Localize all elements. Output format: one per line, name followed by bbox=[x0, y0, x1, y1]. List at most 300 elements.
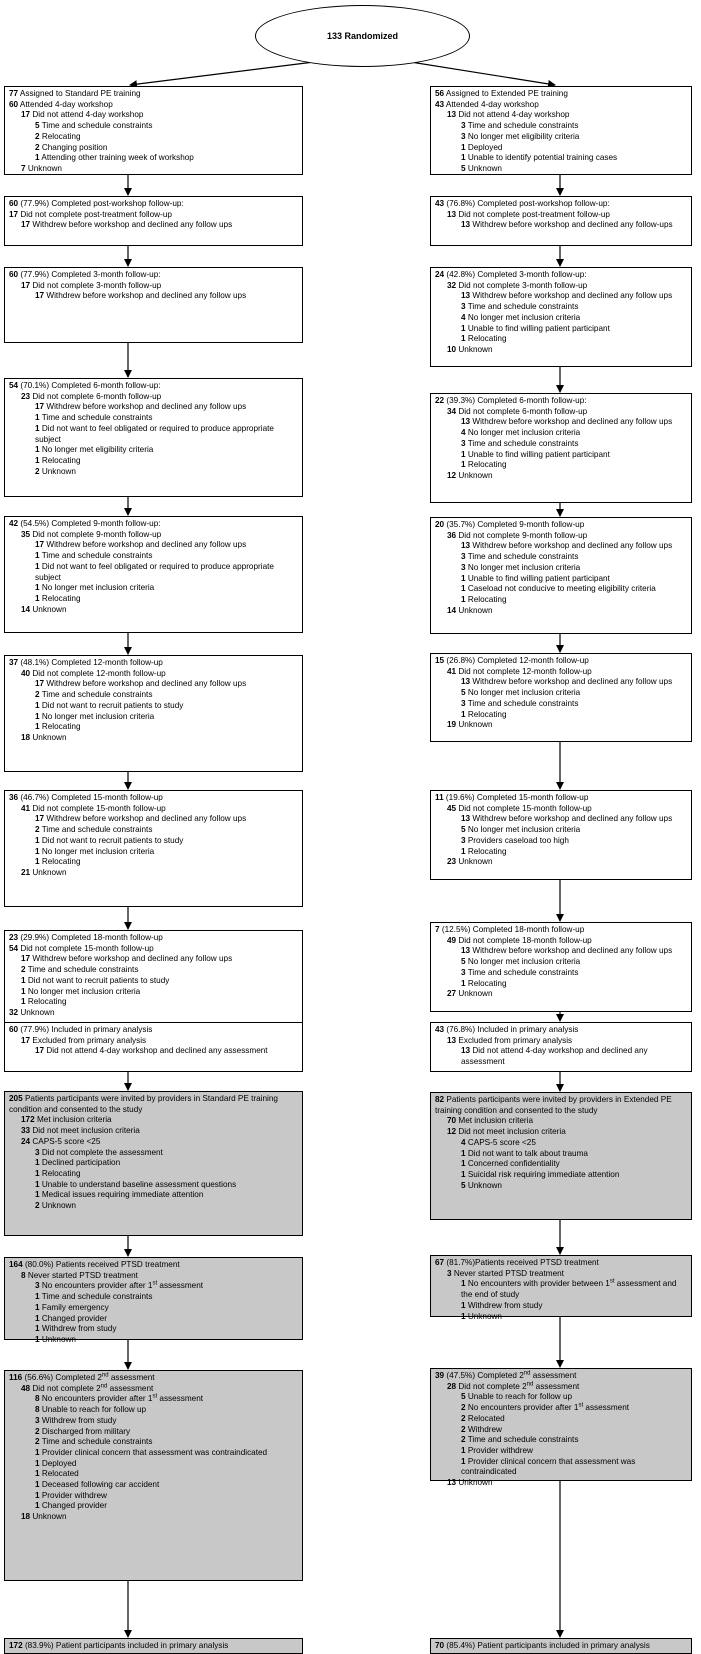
count: 1 bbox=[461, 1159, 466, 1169]
box-line: 12 Did not meet inclusion criteria bbox=[447, 1127, 566, 1137]
box-line: 1 Unable to find willing patient participant bbox=[461, 323, 610, 333]
box-line: 1 Caseload not conducive to meeting eligibility criteria bbox=[461, 584, 656, 594]
box-line: 32 Did not complete 3-month follow-up bbox=[447, 280, 588, 290]
box-line: 1 Unable to find willing patient participant bbox=[461, 573, 610, 583]
standard-box-3 bbox=[4, 267, 303, 343]
extended-box-4 bbox=[430, 393, 692, 503]
box-line: 3 Time and schedule constraints bbox=[461, 698, 579, 708]
box-line: 1 Relocating bbox=[35, 1168, 81, 1178]
count: 13 bbox=[461, 417, 471, 427]
count: 5 bbox=[461, 957, 466, 967]
box-line: 19 Unknown bbox=[447, 720, 493, 730]
count: 23 bbox=[447, 857, 457, 867]
count: 70 bbox=[447, 1116, 457, 1126]
count: 1 bbox=[35, 1501, 40, 1511]
box-line: 24 CAPS-5 score <25 bbox=[21, 1136, 101, 1146]
box-line: 2 Relocating bbox=[35, 131, 81, 141]
count: 8 bbox=[35, 1394, 40, 1404]
box-line: 1 Deployed bbox=[461, 142, 503, 152]
box-line: 3 Did not complete the assessment bbox=[35, 1147, 163, 1157]
box-line: 23 Did not complete 6-month follow-up bbox=[21, 391, 162, 401]
count: 2 bbox=[35, 1437, 40, 1447]
box-line: 1 No longer met inclusion criteria bbox=[35, 846, 155, 856]
count: 7 bbox=[435, 925, 440, 934]
box-line: 70 (85.4%) Patient participants included in primary analysis bbox=[435, 1641, 650, 1650]
box-line: 2 No encounters provider after 1st assessment bbox=[461, 1402, 630, 1413]
box-line: 1 Deceased following car accident bbox=[35, 1480, 160, 1490]
box-line: 18 Unknown bbox=[21, 732, 67, 742]
box-line: 1 No longer met inclusion criteria bbox=[35, 583, 155, 593]
count: 15 bbox=[435, 656, 445, 665]
box-line: 37 (48.1%) Completed 12-month follow-up bbox=[9, 658, 163, 667]
box-line: 1 Relocating bbox=[35, 593, 81, 603]
box-line: 1 Provider clinical concern that assessment was contraindicated bbox=[35, 1447, 268, 1457]
extended-box-1 bbox=[430, 86, 692, 175]
standard-box-7 bbox=[4, 790, 303, 907]
box-line: 60 Attended 4-day workshop bbox=[9, 99, 113, 109]
box-line: 15 (26.8%) Completed 12-month follow-up bbox=[435, 656, 589, 665]
count: 45 bbox=[447, 803, 457, 813]
count: 5 bbox=[461, 163, 466, 173]
box-line: 42 (54.5%) Completed 9-month follow-up: bbox=[9, 519, 161, 528]
count: 36 bbox=[9, 793, 19, 802]
count: 60 bbox=[9, 1025, 19, 1034]
count: 2 bbox=[461, 1435, 466, 1445]
count: 41 bbox=[447, 666, 457, 676]
count: 60 bbox=[9, 199, 19, 208]
count: 13 bbox=[461, 814, 471, 824]
box-line: 13 Withdrew before workshop and declined any follow-ups bbox=[461, 220, 673, 230]
box-line: 1 No longer met eligibility criteria bbox=[35, 445, 154, 455]
box-line: 13 Did not attend 4-day workshop and declined any assessment bbox=[461, 1046, 648, 1067]
count: 13 bbox=[447, 110, 457, 120]
count: 1 bbox=[35, 1458, 40, 1468]
count: 22 bbox=[435, 396, 445, 405]
count: 23 bbox=[21, 391, 31, 401]
count: 1 bbox=[35, 846, 40, 856]
count: 17 bbox=[35, 1046, 45, 1056]
count: 1 bbox=[21, 975, 26, 985]
count: 1 bbox=[35, 445, 40, 455]
count: 17 bbox=[35, 814, 45, 824]
box-line: 172 (83.9%) Patient participants included in primary analysis bbox=[9, 1641, 229, 1650]
count: 48 bbox=[21, 1383, 31, 1393]
count: 1 bbox=[461, 573, 466, 583]
box-line: 3 Time and schedule constraints bbox=[461, 121, 579, 131]
box-line: 13 Withdrew before workshop and declined any follow ups bbox=[461, 541, 673, 551]
box-line: 1 Relocating bbox=[461, 978, 507, 988]
count: 1 bbox=[35, 722, 40, 732]
count: 3 bbox=[35, 1415, 40, 1425]
count: 17 bbox=[35, 291, 45, 301]
box-line: 1 Attending other training week of workshop bbox=[35, 153, 194, 163]
count: 2 bbox=[35, 131, 40, 141]
count: 1 bbox=[35, 423, 40, 433]
count: 2 bbox=[35, 466, 40, 476]
box-line: 43 (76.8%) Completed post-workshop follow-up: bbox=[435, 199, 610, 208]
box-line: 13 Withdrew before workshop and declined any follow ups bbox=[461, 814, 673, 824]
count: 32 bbox=[447, 280, 457, 290]
box-line: 2 Changing position bbox=[35, 142, 108, 152]
count: 1 bbox=[35, 1190, 40, 1200]
count: 172 bbox=[21, 1115, 35, 1125]
count: 1 bbox=[461, 584, 466, 594]
box-line: 2 Time and schedule constraints bbox=[35, 825, 153, 835]
count: 2 bbox=[461, 1413, 466, 1423]
count: 1 bbox=[461, 460, 466, 470]
box-line: 4 No longer met inclusion criteria bbox=[461, 428, 581, 438]
count: 1 bbox=[461, 846, 466, 856]
count: 18 bbox=[21, 732, 31, 742]
count: 2 bbox=[35, 142, 40, 152]
count: 3 bbox=[461, 698, 466, 708]
box-line: 1 Unable to find willing patient participant bbox=[461, 449, 610, 459]
count: 1 bbox=[35, 583, 40, 593]
box-line: 82 Patients participants were invited by providers in Extended PE training condition and consented to the study bbox=[435, 1095, 672, 1115]
count: 1 bbox=[461, 153, 466, 163]
extended-box-10 bbox=[430, 1092, 692, 1220]
count: 36 bbox=[447, 530, 457, 540]
box-line: 77 Assigned to Standard PE training bbox=[9, 89, 141, 98]
box-line: 48 Did not complete 2nd assessment bbox=[21, 1382, 154, 1393]
box-line: 1 Relocating bbox=[461, 460, 507, 470]
box-line: 1 Time and schedule constraints bbox=[35, 413, 153, 423]
count: 43 bbox=[435, 99, 445, 109]
box-line: 8 Never started PTSD treatment bbox=[21, 1270, 138, 1280]
count: 3 bbox=[461, 302, 466, 312]
count: 1 bbox=[35, 1490, 40, 1500]
box-line: 49 Did not complete 18-month follow-up bbox=[447, 935, 592, 945]
box-line: 13 Withdrew before workshop and declined any follow ups bbox=[461, 291, 673, 301]
count: 77 bbox=[9, 89, 19, 98]
count: 1 bbox=[461, 1169, 466, 1179]
box-line: 1 Withdrew from study bbox=[35, 1324, 117, 1334]
box-line: 3 No longer met eligibility criteria bbox=[461, 131, 580, 141]
count: 13 bbox=[461, 677, 471, 687]
arrow-to-standard bbox=[130, 60, 330, 85]
count: 1 bbox=[21, 997, 26, 1007]
count: 13 bbox=[461, 1046, 471, 1056]
count: 42 bbox=[9, 519, 19, 528]
count: 1 bbox=[35, 700, 40, 710]
box-line: 17 Did not attend 4-day workshop and declined any assessment bbox=[35, 1046, 268, 1056]
box-line: 17 Withdrew before workshop and declined any follow ups bbox=[21, 220, 233, 230]
count: 12 bbox=[447, 470, 457, 480]
standard-box-1 bbox=[4, 86, 303, 175]
box-line: 2 Unknown bbox=[35, 466, 76, 476]
box-line: 1 Relocating bbox=[461, 594, 507, 604]
count: 1 bbox=[35, 1334, 40, 1344]
count: 1 bbox=[461, 1148, 466, 1158]
box-line: 1 Declined participation bbox=[35, 1158, 121, 1168]
count: 1 bbox=[461, 449, 466, 459]
count: 3 bbox=[461, 835, 466, 845]
extended-box-2 bbox=[430, 196, 692, 246]
count: 60 bbox=[9, 270, 19, 279]
count: 1 bbox=[35, 711, 40, 721]
count: 164 bbox=[9, 1260, 23, 1269]
count: 1 bbox=[461, 142, 466, 152]
box-line: 1 Relocating bbox=[461, 709, 507, 719]
count: 2 bbox=[35, 1426, 40, 1436]
count: 17 bbox=[21, 1035, 31, 1045]
box-line: 17 Withdrew before workshop and declined any follow ups bbox=[35, 679, 247, 689]
box-line: 13 Unknown bbox=[447, 1478, 493, 1488]
box-line: 1 Provider withdrew bbox=[35, 1490, 107, 1500]
count: 21 bbox=[21, 867, 31, 877]
count: 40 bbox=[21, 668, 31, 678]
count: 4 bbox=[461, 428, 466, 438]
box-line: 5 Unable to reach for follow up bbox=[461, 1392, 573, 1402]
count: 5 bbox=[461, 1392, 466, 1402]
count: 54 bbox=[9, 381, 19, 390]
count: 1 bbox=[35, 1324, 40, 1334]
extended-box-5 bbox=[430, 517, 692, 634]
box-line: 14 Unknown bbox=[447, 605, 493, 615]
box-line: 3 Providers caseload too high bbox=[461, 835, 569, 845]
count: 14 bbox=[447, 605, 457, 615]
extended-box-8 bbox=[430, 922, 692, 1012]
box-line: 40 Did not complete 12-month follow-up bbox=[21, 668, 166, 678]
box-line: 1 Medical issues requiring immediate attention bbox=[35, 1190, 204, 1200]
box-line: 1 Unknown bbox=[35, 1334, 76, 1344]
count: 1 bbox=[35, 153, 40, 163]
box-line: 17 Excluded from primary analysis bbox=[21, 1035, 147, 1045]
box-line: 43 (76.8%) Included in primary analysis bbox=[435, 1025, 579, 1034]
box-line: 36 (46.7%) Completed 15-month follow-up bbox=[9, 793, 163, 802]
box-line: 1 Relocating bbox=[461, 846, 507, 856]
box-line: 5 Time and schedule constraints bbox=[35, 121, 153, 131]
box-line: 4 No longer met inclusion criteria bbox=[461, 312, 581, 322]
box-line: 3 Time and schedule constraints bbox=[461, 552, 579, 562]
count: 1 bbox=[461, 1456, 466, 1466]
count: 5 bbox=[461, 688, 466, 698]
count: 17 bbox=[21, 280, 31, 290]
box-line: 2 Withdrew bbox=[461, 1424, 502, 1434]
box-line: 1 Unable to understand baseline assessment questions bbox=[35, 1179, 237, 1189]
standard-box-11 bbox=[4, 1257, 303, 1344]
count: 1 bbox=[461, 1445, 466, 1455]
count: 34 bbox=[447, 406, 457, 416]
box-line: 1 Did not want to feel obligated or required to produce appropriate subject bbox=[35, 423, 274, 444]
count: 82 bbox=[435, 1095, 445, 1104]
count: 41 bbox=[21, 803, 31, 813]
box-line: 205 Patients participants were invited by providers in Standard PE training condition and consented to the study bbox=[9, 1094, 278, 1114]
count: 116 bbox=[9, 1373, 23, 1382]
count: 13 bbox=[461, 946, 471, 956]
count: 1 bbox=[35, 413, 40, 423]
box-line: 1 Did not want to recruit patients to study bbox=[35, 835, 184, 845]
extended-box-11 bbox=[430, 1255, 692, 1321]
box-line: 13 Withdrew before workshop and declined any follow ups bbox=[461, 946, 673, 956]
box-line: 2 Time and schedule constraints bbox=[35, 690, 153, 700]
count: 1 bbox=[461, 709, 466, 719]
box-line: 17 Withdrew before workshop and declined any follow ups bbox=[35, 540, 247, 550]
count: 1 bbox=[35, 551, 40, 561]
count: 17 bbox=[21, 954, 31, 964]
box-line: 13 Did not complete post-treatment follow-up bbox=[447, 209, 610, 219]
standard-box-12 bbox=[4, 1370, 303, 1581]
count: 1 bbox=[35, 1480, 40, 1490]
count: 3 bbox=[461, 967, 466, 977]
count: 2 bbox=[461, 1403, 466, 1413]
box-line: 17 Did not complete 3-month follow-up bbox=[21, 280, 162, 290]
box-line: 45 Did not complete 15-month follow-up bbox=[447, 803, 592, 813]
box-line: 1 Did not want to recruit patients to study bbox=[21, 975, 170, 985]
box-line: 12 Unknown bbox=[447, 470, 493, 480]
count: 7 bbox=[21, 163, 26, 173]
count: 1 bbox=[35, 835, 40, 845]
box-line: 60 (77.9%) Included in primary analysis bbox=[9, 1025, 153, 1034]
count: 2 bbox=[35, 1201, 40, 1211]
count: 54 bbox=[9, 943, 19, 953]
count: 2 bbox=[35, 690, 40, 700]
box-line: 5 No longer met inclusion criteria bbox=[461, 825, 581, 835]
box-line: 1 Did not want to talk about trauma bbox=[461, 1148, 588, 1158]
count: 1 bbox=[35, 1469, 40, 1479]
count: 5 bbox=[35, 121, 40, 131]
count: 1 bbox=[461, 1311, 466, 1321]
box-line: 60 (77.9%) Completed post-workshop follow-up: bbox=[9, 199, 184, 208]
box-line: 1 Unknown bbox=[461, 1311, 502, 1321]
count: 1 bbox=[461, 334, 466, 344]
count: 5 bbox=[461, 1180, 466, 1190]
box-line: 2 Time and schedule constraints bbox=[461, 1435, 579, 1445]
box-line: 41 Did not complete 12-month follow-up bbox=[447, 666, 592, 676]
randomized-label: 133 Randomized bbox=[326, 31, 399, 41]
box-line: 34 Did not complete 6-month follow-up bbox=[447, 406, 588, 416]
box-line: 1 Concerned confidentiality bbox=[461, 1159, 560, 1169]
box-line: 3 No encounters provider after 1st assessment bbox=[35, 1280, 204, 1291]
count: 13 bbox=[461, 291, 471, 301]
count: 13 bbox=[447, 1035, 457, 1045]
box-line: 35 Did not complete 9-month follow-up bbox=[21, 529, 162, 539]
standard-box-13 bbox=[4, 1638, 303, 1654]
box-line: 24 (42.8%) Completed 3-month follow-up: bbox=[435, 270, 587, 279]
count: 3 bbox=[461, 552, 466, 562]
box-line: 13 Withdrew before workshop and declined any follow ups bbox=[461, 417, 673, 427]
box-line: 2 Time and schedule constraints bbox=[35, 1437, 153, 1447]
box-line: 3 Never started PTSD treatment bbox=[447, 1268, 564, 1278]
box-line: 5 Unknown bbox=[461, 1180, 502, 1190]
box-line: 4 CAPS-5 score <25 bbox=[461, 1137, 536, 1147]
count: 1 bbox=[461, 1300, 466, 1310]
box-line: 13 Did not attend 4-day workshop bbox=[447, 110, 570, 120]
count: 1 bbox=[21, 986, 26, 996]
standard-box-6 bbox=[4, 655, 303, 772]
box-line: 28 Did not complete 2nd assessment bbox=[447, 1380, 580, 1391]
count: 1 bbox=[35, 593, 40, 603]
count: 70 bbox=[435, 1641, 445, 1650]
box-line: 1 Provider withdrew bbox=[461, 1445, 533, 1455]
box-line: 1 Relocating bbox=[35, 857, 81, 867]
randomized-node bbox=[255, 5, 470, 67]
box-line: 20 (35.7%) Completed 9-month follow-up bbox=[435, 520, 585, 529]
count: 39 bbox=[435, 1371, 445, 1380]
count: 13 bbox=[461, 541, 471, 551]
box-line: 23 (29.9%) Completed 18-month follow-up bbox=[9, 933, 163, 942]
extended-box-9 bbox=[430, 1022, 692, 1072]
count: 24 bbox=[435, 270, 445, 279]
box-line: 1 Deployed bbox=[35, 1458, 77, 1468]
count: 1 bbox=[35, 1158, 40, 1168]
count: 32 bbox=[9, 1007, 19, 1017]
box-line: 13 Withdrew before workshop and declined any follow ups bbox=[461, 677, 673, 687]
count: 5 bbox=[461, 825, 466, 835]
count: 205 bbox=[9, 1094, 23, 1103]
box-line: 14 Unknown bbox=[21, 604, 67, 614]
box-line: 2 Time and schedule constraints bbox=[21, 965, 139, 975]
count: 27 bbox=[447, 989, 457, 999]
box-line: 1 Relocating bbox=[35, 722, 81, 732]
box-line: 17 Did not attend 4-day workshop bbox=[21, 110, 144, 120]
box-line: 21 Unknown bbox=[21, 867, 67, 877]
count: 14 bbox=[21, 604, 31, 614]
box-line: 32 Unknown bbox=[9, 1007, 55, 1017]
standard-box-5 bbox=[4, 516, 303, 633]
standard-box-2 bbox=[4, 196, 303, 246]
box-line: 17 Withdrew before workshop and declined any follow ups bbox=[21, 954, 233, 964]
count: 1 bbox=[35, 1179, 40, 1189]
box-line: 1 Family emergency bbox=[35, 1302, 109, 1312]
count: 1 bbox=[35, 1302, 40, 1312]
count: 13 bbox=[461, 220, 471, 230]
count: 12 bbox=[447, 1127, 457, 1137]
box-line: 1 Withdrew from study bbox=[461, 1300, 543, 1310]
box-line: 1 Relocating bbox=[461, 334, 507, 344]
count: 1 bbox=[461, 1279, 466, 1289]
box-line: 3 Time and schedule constraints bbox=[461, 438, 579, 448]
box-line: 172 Met inclusion criteria bbox=[21, 1115, 112, 1125]
box-line: 1 No longer met inclusion criteria bbox=[21, 986, 141, 996]
count: 11 bbox=[435, 793, 444, 802]
box-line: 3 Time and schedule constraints bbox=[461, 302, 579, 312]
count: 19 bbox=[447, 720, 457, 730]
box-line: 164 (80.0%) Patients received PTSD treatment bbox=[9, 1260, 180, 1269]
count: 17 bbox=[35, 679, 45, 689]
box-line: 11 (19.6%) Completed 15-month follow-up bbox=[435, 793, 589, 802]
standard-box-9 bbox=[4, 1022, 303, 1072]
extended-box-6 bbox=[430, 653, 692, 742]
count: 43 bbox=[435, 1025, 445, 1034]
count: 172 bbox=[9, 1641, 23, 1650]
count: 4 bbox=[461, 312, 466, 322]
box-line: 2 Relocated bbox=[461, 1413, 505, 1423]
box-line: 7 Unknown bbox=[21, 163, 62, 173]
box-line: 17 Withdrew before workshop and declined any follow ups bbox=[35, 291, 247, 301]
box-line: 13 Excluded from primary analysis bbox=[447, 1035, 573, 1045]
box-line: 116 (56.6%) Completed 2nd assessment bbox=[9, 1372, 155, 1382]
box-line: 1 Time and schedule constraints bbox=[35, 551, 153, 561]
count: 3 bbox=[447, 1268, 452, 1278]
box-line: 27 Unknown bbox=[447, 989, 493, 999]
box-line: 60 (77.9%) Completed 3-month follow-up: bbox=[9, 270, 161, 279]
standard-box-4 bbox=[4, 378, 303, 497]
count: 3 bbox=[35, 1281, 40, 1291]
box-line: 70 Met inclusion criteria bbox=[447, 1116, 534, 1126]
count: 1 bbox=[461, 323, 466, 333]
count: 10 bbox=[447, 344, 457, 354]
count: 17 bbox=[35, 402, 45, 412]
count: 2 bbox=[21, 965, 26, 975]
extended-box-3 bbox=[430, 267, 692, 367]
count: 28 bbox=[447, 1381, 457, 1391]
count: 1 bbox=[35, 455, 40, 465]
count: 17 bbox=[21, 110, 31, 120]
box-line: 7 (12.5%) Completed 18-month follow-up bbox=[435, 925, 585, 934]
box-line: 18 Unknown bbox=[21, 1512, 67, 1522]
count: 49 bbox=[447, 935, 457, 945]
